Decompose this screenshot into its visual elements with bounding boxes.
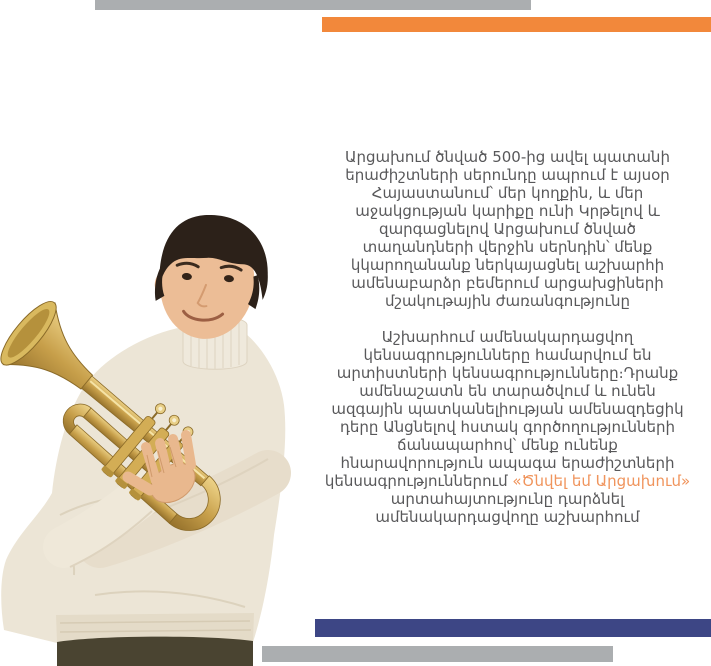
highlight-prefix: կենսագրություններում [324,472,513,490]
text-line: տաղանդների վերջին սերնդին՝ մենք [362,238,653,256]
text-line: ամենակարդացվողը աշխարհում [375,508,640,526]
campaign-slogan-text: «Ծնվել եմ Արցախում» [512,472,691,490]
text-line: Արցախում ծնված 500-ից ավել պատանի [345,148,670,166]
text-line: արտահայտությունը դարձնել [390,490,625,508]
text-line: ամենաբարձր բեմերում արցախցիների [351,274,664,292]
text-line: կենսագրությունները համարվում են [363,346,652,364]
paragraph-2 [304,328,711,526]
text-line: ազգային պատկանելիության ամենազդեցիկ [331,400,684,418]
body-text-block [304,148,711,526]
text-line: ամենաշատն են տարածվում և ունեն [359,382,656,400]
text-line: կկարողանանք ներկայացնել աշխարհի [350,256,665,274]
text-line: Հայաստանում՝ մեր կողքին, և մեր [371,184,644,202]
text-line: աջակցության կարիքը ունի Կրթելով և [355,202,660,220]
text-line: զարգացնելով Արցախում ծնված [379,220,636,238]
bottom-blue-decorative-bar [315,619,711,637]
paragraph-1 [304,148,711,310]
person-illustration [0,215,335,666]
top-gray-decorative-bar [95,0,531,10]
text-line: մշակութային ժառանգությունը [384,292,631,310]
head [149,215,275,346]
person-with-trumpet-photo [0,215,335,666]
pants [57,637,253,666]
text-line: արտիստների կենսագրությունները։Դրանք [336,364,679,382]
text-line: Աշխարհում ամենակարդացվող [381,328,634,346]
text-line: դերը Անցնելով հստակ գործողությունների [339,418,676,436]
text-line: ճանապարհով՝ մենք ունենք [397,436,618,454]
text-line: երաժիշտների սերունդը ապրում է այսօր [345,166,670,184]
paragraph-spacer [304,310,711,328]
text-line: հնարավորություն ապագա երաժիշտների [340,454,675,472]
text-line-with-highlight [304,472,711,490]
top-orange-decorative-bar [322,17,711,32]
